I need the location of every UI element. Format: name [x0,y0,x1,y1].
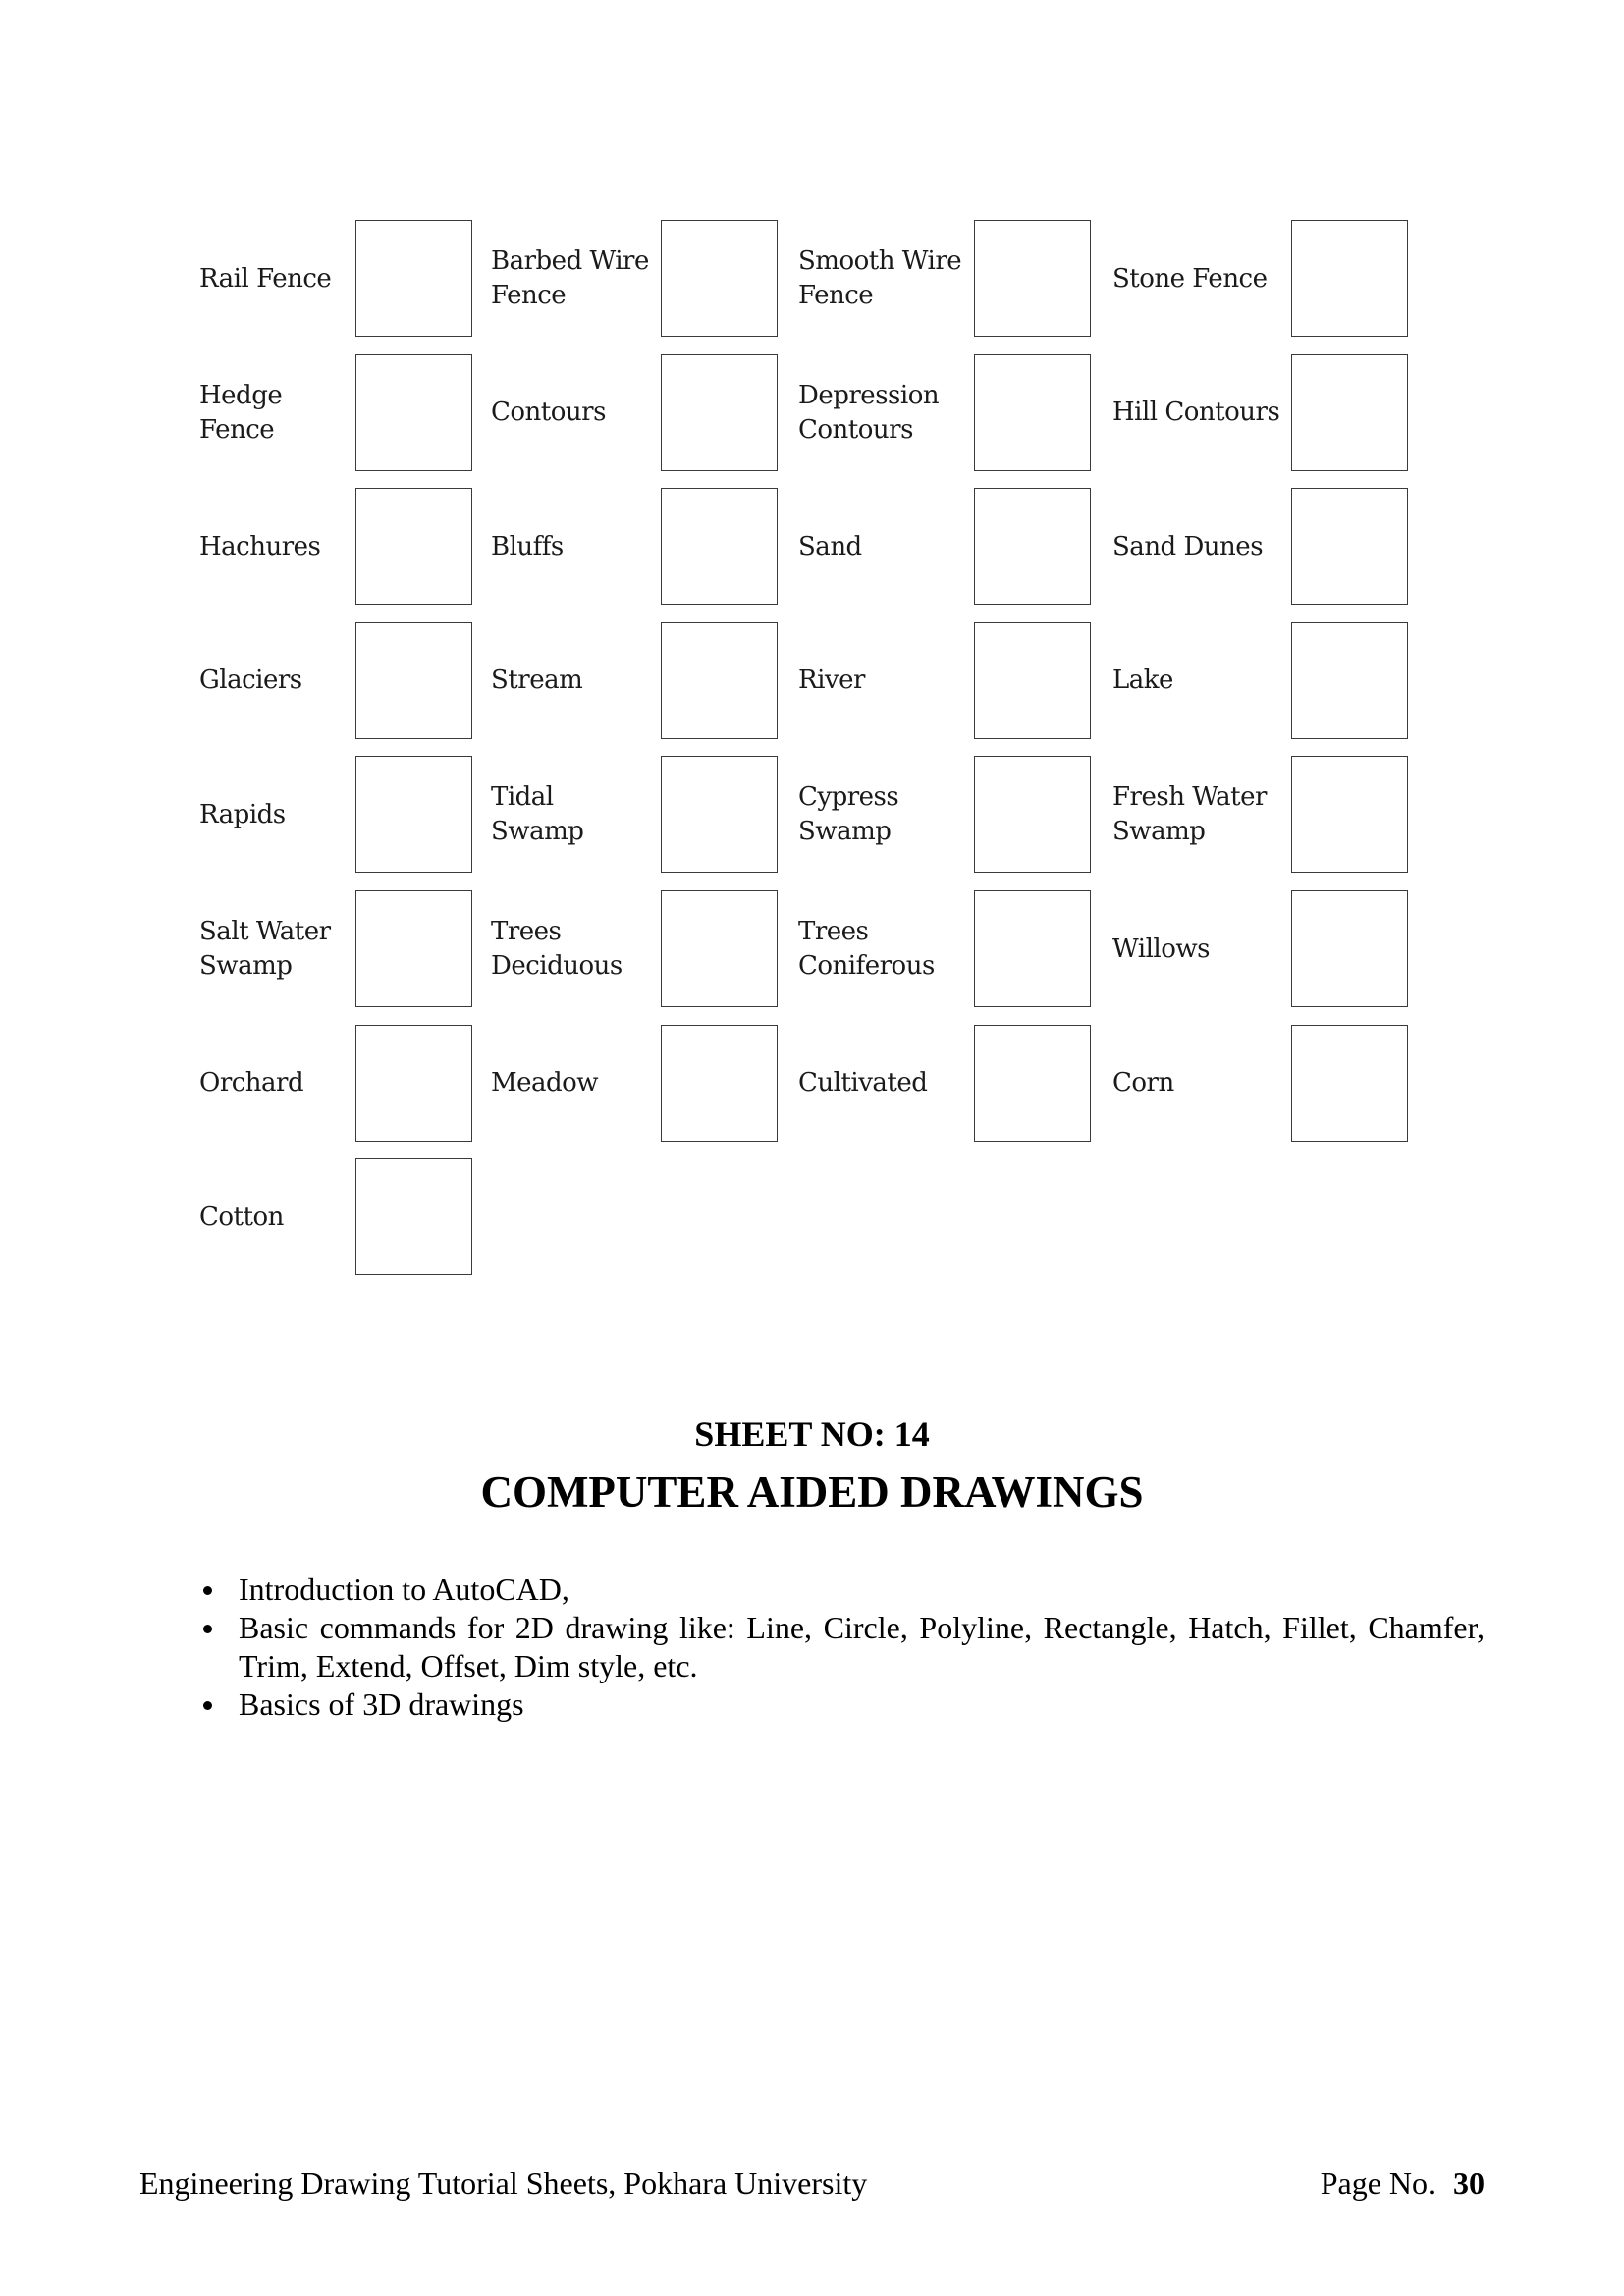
symbol-label: Rapids [199,799,286,829]
symbol-drawing-box [355,488,472,605]
symbol-drawing-box [661,220,778,337]
symbol-drawing-box [661,1025,778,1142]
symbol-label: Salt Water Swamp [199,917,331,981]
page-number: 30 [1453,2165,1485,2201]
footer-page [1321,2165,1485,2202]
symbol-drawing-box [1291,622,1408,739]
symbol-drawing-box [974,488,1091,605]
topic-item: Introduction to AutoCAD, [196,1571,1485,1609]
page-label: Page No. [1320,2165,1435,2201]
symbol-drawing-box [1291,220,1408,337]
symbol-label: Corn [1112,1068,1174,1098]
symbol-label: Willows [1112,934,1210,964]
symbol-label: Sand [798,531,862,561]
symbol-label: Stone Fence [1112,263,1268,294]
symbol-label: Meadow [491,1068,599,1098]
symbol-label: Trees Coniferous [798,917,935,981]
symbol-drawing-box [974,756,1091,873]
symbol-label: Hachures [199,531,321,561]
symbol-drawing-box [974,1025,1091,1142]
symbol-drawing-box [355,756,472,873]
symbol-label: Bluffs [491,531,564,561]
symbol-label: Smooth Wire Fence [798,246,962,310]
symbol-drawing-box [1291,488,1408,605]
symbol-label: Glaciers [199,666,302,696]
symbol-drawing-box [974,354,1091,471]
symbol-drawing-box [355,1025,472,1142]
symbol-drawing-box [974,220,1091,337]
symbol-drawing-box [355,622,472,739]
symbol-drawing-box [661,488,778,605]
topic-list [196,1571,1485,1724]
footer-title: Engineering Drawing Tutorial Sheets, Pokhara University [139,2165,868,2201]
symbol-drawing-box [661,890,778,1007]
symbol-drawing-box [661,354,778,471]
symbol-drawing-box [974,622,1091,739]
symbol-label: Cultivated [798,1068,928,1098]
bullet-icon [203,1701,212,1710]
symbol-label: Sand Dunes [1112,531,1264,561]
symbol-label: Rail Fence [199,263,332,294]
symbol-label: Tidal Swamp [491,782,584,847]
symbol-label: Contours [491,398,606,428]
symbol-label: River [798,666,865,696]
symbol-label: Orchard [199,1068,304,1098]
symbol-drawing-box [355,890,472,1007]
symbol-drawing-box [1291,890,1408,1007]
bullet-icon [203,1625,212,1633]
bullet-icon [203,1586,212,1595]
symbol-drawing-box [1291,756,1408,873]
symbol-drawing-box [1291,354,1408,471]
symbol-label: Depression Contours [798,380,940,445]
symbol-drawing-box [661,756,778,873]
sheet-title: COMPUTER AIDED DRAWINGS [480,1468,1144,1517]
symbol-drawing-box [1291,1025,1408,1142]
symbol-drawing-box [661,622,778,739]
topic-item: Basic commands for 2D drawing like: Line, Circle, Polyline, Rectangle, Hatch, Fillet, Chamfer, Trim, Extend, Offset, Dim style, etc. [196,1609,1485,1685]
symbol-drawing-box [974,890,1091,1007]
sheet-number: SHEET NO: 14 [694,1415,930,1454]
symbol-label: Stream [491,666,583,696]
topic-item: Basics of 3D drawings [196,1685,1485,1724]
symbol-label: Fresh Water Swamp [1112,782,1267,847]
symbol-label: Hill Contours [1112,398,1280,428]
symbol-drawing-box [355,354,472,471]
symbol-label: Cypress Swamp [798,782,899,847]
symbol-label: Hedge Fence [199,380,283,445]
symbol-label: Cotton [199,1201,284,1232]
symbol-drawing-box [355,1158,472,1275]
symbol-label: Lake [1112,666,1173,696]
symbol-label: Trees Deciduous [491,917,623,981]
symbol-label: Barbed Wire Fence [491,246,649,310]
symbol-drawing-box [355,220,472,337]
